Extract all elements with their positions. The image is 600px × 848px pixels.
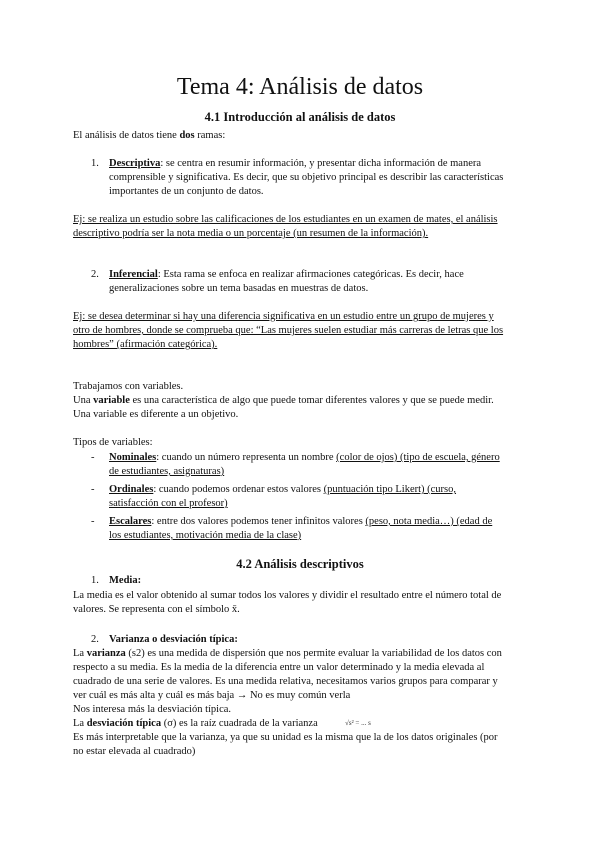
descriptiva-line-3: importantes de un conjunto de datos. <box>109 186 264 197</box>
media-line-1: La media es el valor obtenido al sumar todos los valores y dividir el resultado entre el número total de <box>73 590 502 601</box>
escalares-line-1: Escalares: entre dos valores podemos tener infinitos valores (peso, nota media…) (edad de <box>109 516 493 527</box>
variables-line-2: Una variable es una característica de algo que puede tomar diferentes valores y que se puede medir. <box>73 395 494 406</box>
ordinales-line-1: Ordinales: cuando podemos ordenar estos valores (puntuación tipo Likert) (curso, <box>109 484 457 495</box>
descriptiva-line-1: Descriptiva: se centra en resumir información, y presentar dicha información de manera <box>109 158 482 169</box>
example-2-line-1: Ej: se desea determinar si hay una diferencia significativa en un estudio entre un grupo de mujeres y <box>73 311 494 322</box>
list-number: 1. <box>91 158 99 169</box>
ordinales-line-2: satisfacción con el profesor) <box>109 498 228 509</box>
list-number: 2. <box>91 634 99 645</box>
varianza-line-4: ver cuál es más alta y cuál es más baja → No es muy común verla <box>73 690 351 701</box>
variables-line-1: Trabajamos con variables. <box>73 381 184 392</box>
nominales-line-1: Nominales: cuando un número representa un nombre (color de ojos) (tipo de escuela, género <box>109 452 500 463</box>
bullet-dash: - <box>91 484 95 495</box>
media-heading: Media: <box>109 575 142 586</box>
example-2-line-2: otro de hombres, donde se comprueba que: “Las mujeres suelen estudiar más carreras de letras que los <box>73 325 504 336</box>
varianza-line-2: respecto a su media. Es la media de la diferencia entre un valor determinado y la media elevada al <box>73 662 485 673</box>
varianza-line-8: no estar elevada al cuadrado) <box>73 746 196 757</box>
example-1-line-2: descriptivo podría ser la nota media o un porcentaje (un resumen de la información). <box>73 228 429 239</box>
desviacion-line: La desviación típica (σ) es la raíz cuadrada de la varianza <box>73 718 318 729</box>
std-formula: √s² = ... s <box>345 719 371 727</box>
example-2-line-3: hombres” (afirmación categórica). <box>73 339 218 350</box>
varianza-line-5: Nos interesa más la desviación típica. <box>73 704 232 715</box>
inferencial-line-1: Inferencial: Esta rama se enfoca en realizar afirmaciones categóricas. Es decir, hace <box>109 269 464 280</box>
section-4-2-heading: 4.2 Análisis descriptivos <box>236 557 364 571</box>
list-number: 1. <box>91 575 99 586</box>
list-number: 2. <box>91 269 99 280</box>
section-4-1-heading: 4.1 Introducción al análisis de datos <box>204 110 396 124</box>
varianza-line-7: Es más interpretable que la varianza, ya que su unidad es la misma que la de los datos originales (por <box>73 732 498 743</box>
varianza-heading: Varianza o desviación típica: <box>109 634 238 645</box>
page-title: Tema 4: Análisis de datos <box>176 74 424 100</box>
variables-line-3: Una variable es diferente a un objetivo. <box>73 409 239 420</box>
example-1-line-1: Ej: se realiza un estudio sobre las calificaciones de los estudiantes en un examen de mates, el análisis <box>73 214 498 225</box>
media-line-2: valores. Se representa con el símbolo x̄. <box>73 604 240 615</box>
tipos-heading: Tipos de variables: <box>73 437 153 448</box>
intro-text: El análisis de datos tiene dos ramas: <box>73 130 226 141</box>
varianza-line-3: cuadrado de una serie de valores. Es una medida relativa, necesitamos varios grupos para comparar y <box>73 676 498 687</box>
descriptiva-line-2: comprensible y significativa. Es decir, que su objetivo principal es describir las características <box>109 172 504 183</box>
bullet-dash: - <box>91 452 95 463</box>
varianza-line-1: La varianza (s2) es una medida de dispersión que nos permite evaluar la variabilidad de los datos con <box>73 648 502 659</box>
inferencial-line-2: generalizaciones sobre un tema basadas en muestras de datos. <box>109 283 369 294</box>
nominales-line-2: de estudiantes, asignaturas) <box>109 466 225 477</box>
escalares-line-2: los estudiantes, motivación media de la clase) <box>109 530 302 541</box>
bullet-dash: - <box>91 516 95 527</box>
